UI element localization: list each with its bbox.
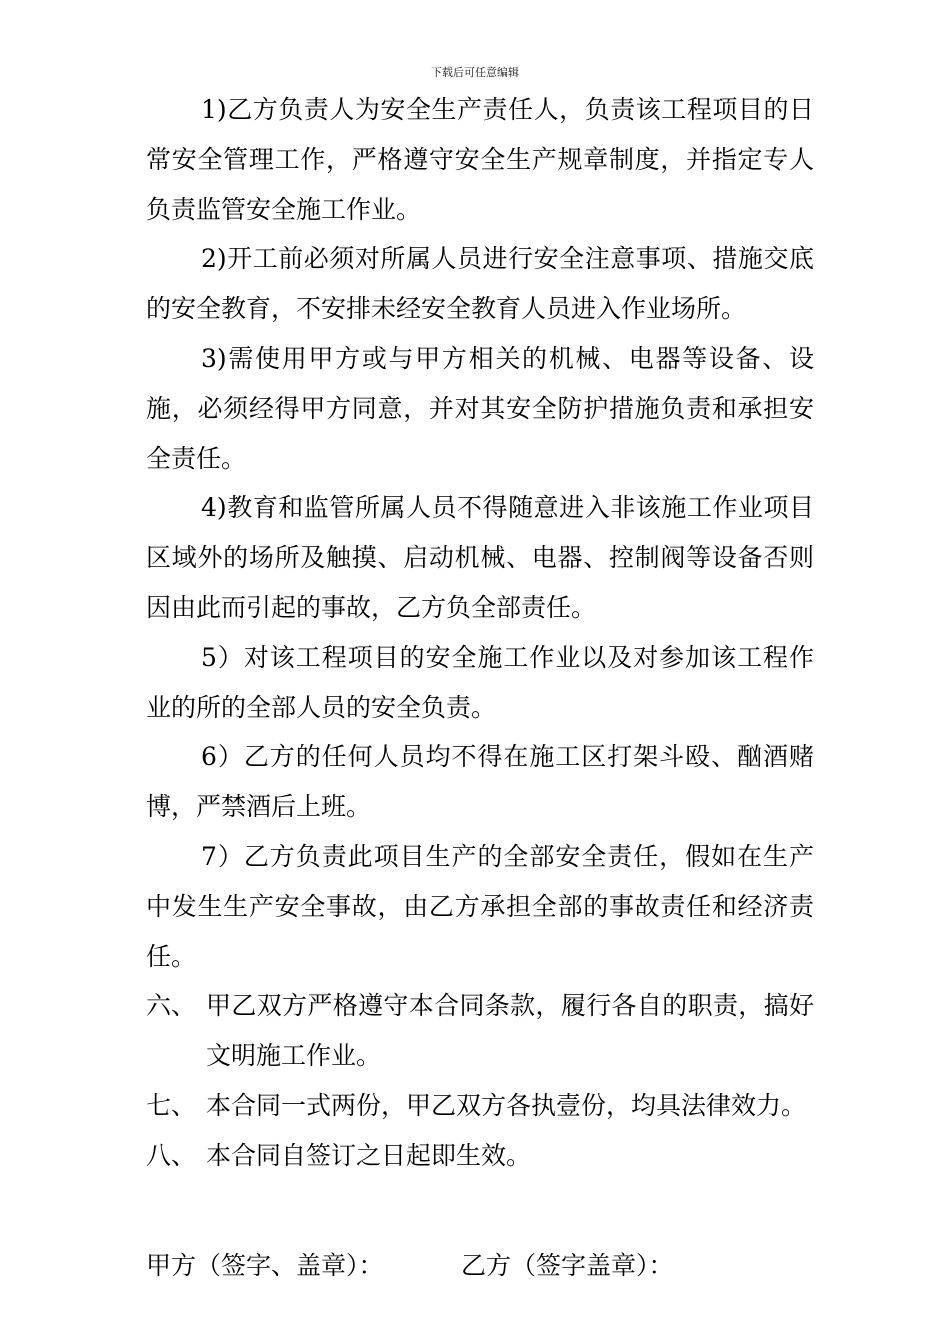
article-text: 甲乙双方严格遵守本合同条款，履行各自的职责，搞好文明施工作业。	[206, 991, 814, 1071]
article-number: 八、	[146, 1140, 197, 1170]
signature-line	[146, 1241, 814, 1291]
party-b-signature-label: 乙方（签字盖章）：	[461, 1250, 674, 1280]
clause-4: 4)教育和监管所属人员不得随意进入非该施工作业项目区域外的场所及触摸、启动机械、电器、控制阀等设备否则因由此而引起的事故，乙方负全部责任。	[146, 493, 814, 622]
clause-2: 2)开工前必须对所属人员进行安全注意事项、措施交底的安全教育，不安排未经安全教育人员进入作业场所。	[146, 244, 814, 324]
article-text: 本合同自签订之日起即生效。	[206, 1140, 532, 1170]
article-number: 六、	[146, 991, 197, 1021]
clause-7: 7）乙方负责此项目生产的全部安全责任，假如在生产中发生生产安全事故，由乙方承担全部的事故责任和经济责任。	[146, 841, 814, 971]
contract-body	[146, 85, 814, 1290]
clause-1: 1)乙方负责人为安全生产责任人，负责该工程项目的日常安全管理工作，严格遵守安全生产规章制度，并指定专人负责监管安全施工作业。	[146, 95, 814, 224]
article-6	[146, 981, 814, 1081]
clause-5: 5）对该工程项目的安全施工作业以及对参加该工程作业的所的全部人员的安全负责。	[146, 642, 814, 722]
spacer	[146, 1181, 814, 1241]
article-text: 本合同一式两份，甲乙双方各执壹份，均具法律效力。	[206, 1090, 807, 1120]
article-number: 七、	[146, 1090, 197, 1120]
clause-6: 6）乙方的任何人员均不得在施工区打架斗殴、酗酒赌博，严禁酒后上班。	[146, 742, 814, 822]
article-8	[146, 1131, 814, 1181]
clause-3: 3)需使用甲方或与甲方相关的机械、电器等设备、设施，必须经得甲方同意，并对其安全防护措施负责和承担安全责任。	[146, 343, 814, 473]
party-a-signature-label: 甲方（签字、盖章）：	[146, 1250, 384, 1280]
article-7	[146, 1081, 814, 1131]
page-header-note: 下载后可任意编辑	[431, 66, 519, 79]
